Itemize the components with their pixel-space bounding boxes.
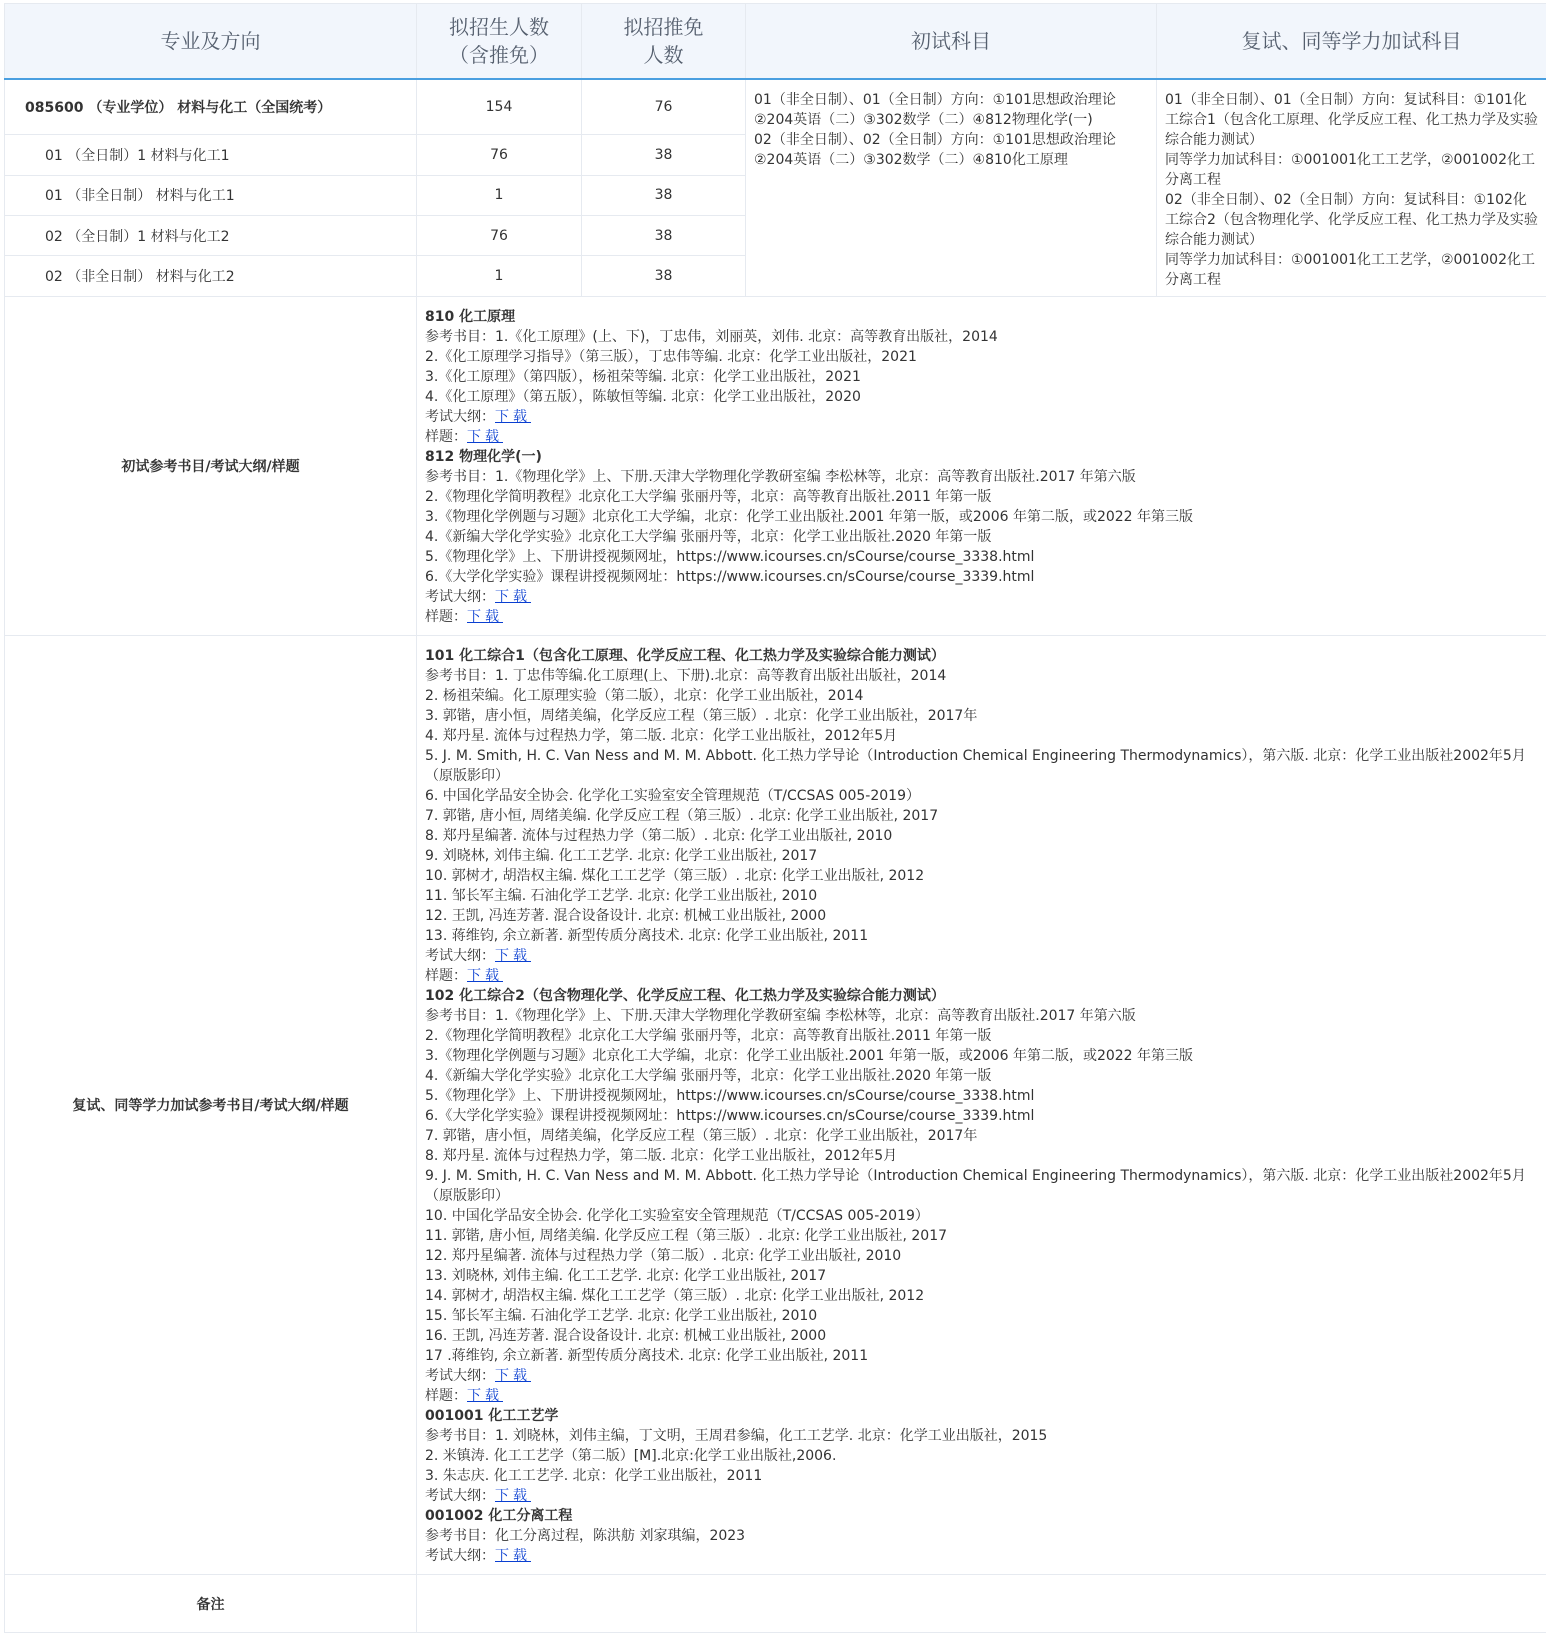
ref-book-line: 6.《大学化学实验》课程讲授视频网址：https://www.icourses.cn/sCourse/course_3339.html <box>425 1108 1035 1124</box>
ref-book-line: 参考书目：1. 丁忠伟等编.化工原理(上、下册).北京：高等教育出版社出版社，2014 <box>425 668 947 684</box>
header-program: 专业及方向 <box>5 4 417 80</box>
ref-book-line: 11. 郭锴, 唐小恒, 周绪美编. 化学反应工程（第三版）. 北京: 化学工业出版社, 2017 <box>425 1228 948 1244</box>
download-link[interactable]: 下载 <box>467 609 503 625</box>
ref-book-line: 13. 刘晓林, 刘伟主编. 化工工艺学. 北京: 化学工业出版社, 2017 <box>425 1268 827 1284</box>
direction-exempt: 38 <box>582 216 746 256</box>
retest-ref-row <box>5 636 1546 1575</box>
initial-subject-line: 01（非全日制）、01（全日制）方向：①101思想政治理论②204英语（二）③302数学（二）④812物理化学(一) <box>754 92 1116 128</box>
retest-subject-line: 02（非全日制）、02（全日制）方向：复试科目：①102化工综合2（包含物理化学、化学反应工程、化工热力学及实验综合能力测试） <box>1165 192 1538 248</box>
download-link[interactable]: 下载 <box>495 1548 531 1564</box>
header-exempt-line2: 人数 <box>643 43 684 67</box>
ref-book-line: 3.《物理化学例题与习题》北京化工大学编，北京：化学工业出版社.2001 年第一版，或2006 年第二版，或2022 年第三版 <box>425 1048 1194 1064</box>
program-row <box>5 79 1546 135</box>
initial-subject-line: 02（非全日制）、02（全日制）方向：①101思想政治理论②204英语（二）③302数学（二）④810化工原理 <box>754 132 1116 168</box>
ref-book-line: 10. 郭树才, 胡浩权主编. 煤化工工艺学（第三版）. 北京: 化学工业出版社, 2012 <box>425 868 925 884</box>
ref-subject-heading: 810 化工原理 <box>425 309 516 325</box>
ref-download-line <box>425 966 1538 986</box>
ref-book-line: 4.《新编大学化学实验》北京化工大学编 张丽丹等，北京：化学工业出版社.2020 年第一版 <box>425 529 992 545</box>
download-link[interactable]: 下载 <box>495 948 531 964</box>
header-retest-subjects: 复试、同等学力加试科目 <box>1157 4 1546 80</box>
direction-enroll: 1 <box>417 175 582 215</box>
ref-subject-heading: 001002 化工分离工程 <box>425 1508 573 1524</box>
download-link[interactable]: 下载 <box>467 1388 503 1404</box>
admissions-table <box>4 3 1546 1633</box>
download-link[interactable]: 下载 <box>495 589 531 605</box>
ref-book-line: 5.《物理化学》上、下册讲授视频网址，https://www.icourses.cn/sCourse/course_3338.html <box>425 549 1035 565</box>
download-link[interactable]: 下载 <box>495 1368 531 1384</box>
ref-book-line: 7. 郭锴, 唐小恒, 周绪美编. 化学反应工程（第三版）. 北京: 化学工业出版社, 2017 <box>425 808 939 824</box>
ref-download-line <box>425 427 1538 447</box>
ref-download-line <box>425 946 1538 966</box>
retest-subject-line: 01（非全日制）、01（全日制）方向：复试科目：①101化工综合1（包含化工原理、化学反应工程、化工热力学及实验综合能力测试） <box>1165 92 1538 148</box>
ref-book-line: 4.《化工原理》（第五版），陈敏恒等编. 北京：化学工业出版社，2020 <box>425 389 861 405</box>
ref-book-line: 3. 朱志庆. 化工工艺学. 北京：化学工业出版社，2011 <box>425 1468 763 1484</box>
table-header-row <box>5 4 1546 80</box>
ref-book-line: 11. 邹长军主编. 石油化学工艺学. 北京: 化学工业出版社, 2010 <box>425 888 818 904</box>
ref-book-line: 4. 郑丹星. 流体与过程热力学，第二版. 北京：化学工业出版社，2012年5月 <box>425 728 898 744</box>
ref-download-line <box>425 407 1538 427</box>
retest-ref-label: 复试、同等学力加试参考书目/考试大纲/样题 <box>5 636 417 1575</box>
ref-book-line: 12. 王凯, 冯连芳著. 混合设备设计. 北京: 机械工业出版社, 2000 <box>425 908 827 924</box>
ref-book-line: 参考书目：化工分离过程，陈洪舫 刘家琪编，2023 <box>425 1528 746 1544</box>
ref-book-line: 17 .蒋维钧, 余立新著. 新型传质分离技术. 北京: 化学工业出版社, 2011 <box>425 1348 869 1364</box>
direction-name: 02 （非全日制） 材料与化工2 <box>5 256 417 297</box>
ref-book-line: 6.《大学化学实验》课程讲授视频网址：https://www.icourses.cn/sCourse/course_3339.html <box>425 569 1035 585</box>
ref-download-line <box>425 587 1538 607</box>
header-exempt <box>582 4 746 80</box>
download-link[interactable]: 下载 <box>495 1488 531 1504</box>
ref-book-line: 9. 刘晓林, 刘伟主编. 化工工艺学. 北京: 化学工业出版社, 2017 <box>425 848 818 864</box>
ref-download-label: 考试大纲： <box>425 1368 495 1384</box>
ref-download-line <box>425 1386 1538 1406</box>
direction-exempt: 38 <box>582 175 746 215</box>
direction-name: 02 （全日制）1 材料与化工2 <box>5 216 417 256</box>
ref-book-line: 14. 郭树才, 胡浩权主编. 煤化工工艺学（第三版）. 北京: 化学工业出版社, 2012 <box>425 1288 925 1304</box>
download-link[interactable]: 下载 <box>495 409 531 425</box>
direction-exempt: 38 <box>582 135 746 175</box>
direction-exempt: 38 <box>582 256 746 297</box>
ref-download-label: 样题： <box>425 429 467 445</box>
ref-book-line: 参考书目：1.《物理化学》上、下册.天津大学物理化学教研室编 李松林等，北京：高等教育出版社.2017 年第六版 <box>425 1008 1136 1024</box>
ref-download-label: 考试大纲： <box>425 589 495 605</box>
ref-book-line: 参考书目：1. 刘晓林，刘伟主编，丁文明，王周君参编，化工工艺学. 北京：化学工业出版社，2015 <box>425 1428 1048 1444</box>
ref-book-line: 参考书目：1.《物理化学》上、下册.天津大学物理化学教研室编 李松林等，北京：高等教育出版社.2017 年第六版 <box>425 469 1136 485</box>
header-initial-subjects: 初试科目 <box>746 4 1157 80</box>
download-link[interactable]: 下载 <box>467 968 503 984</box>
retest-subject-line: 同等学力加试科目：①001001化工工艺学，②001002化工分离工程 <box>1165 252 1535 288</box>
ref-download-label: 考试大纲： <box>425 948 495 964</box>
ref-download-line <box>425 1366 1538 1386</box>
initial-ref-content <box>417 297 1546 636</box>
ref-book-line: 2.《物理化学简明教程》北京化工大学编 张丽丹等，北京：高等教育出版社.2011 年第一版 <box>425 489 992 505</box>
header-exempt-line1: 拟招推免 <box>623 15 704 39</box>
ref-book-line: 4.《新编大学化学实验》北京化工大学编 张丽丹等，北京：化学工业出版社.2020 年第一版 <box>425 1068 992 1084</box>
ref-book-line: 2. 米镇涛. 化工工艺学（第二版）[M].北京:化学工业出版社,2006. <box>425 1448 837 1464</box>
direction-enroll: 76 <box>417 135 582 175</box>
ref-book-line: 8. 郑丹星. 流体与过程热力学，第二版. 北京：化学工业出版社，2012年5月 <box>425 1148 898 1164</box>
ref-subject-heading: 101 化工综合1（包含化工原理、化学反应工程、化工热力学及实验综合能力测试） <box>425 648 945 664</box>
ref-book-line: 3. 郭锴，唐小恒，周绪美编，化学反应工程（第三版）. 北京：化学工业出版社，2017年 <box>425 708 978 724</box>
ref-book-line: 8. 郑丹星编著. 流体与过程热力学（第二版）. 北京: 化学工业出版社, 2010 <box>425 828 893 844</box>
ref-download-label: 样题： <box>425 1388 467 1404</box>
program-exempt: 76 <box>582 79 746 135</box>
ref-download-line <box>425 1546 1538 1566</box>
ref-book-line: 参考书目：1.《化工原理》(上、下)，丁忠伟，刘丽英，刘伟. 北京：高等教育出版社，2014 <box>425 329 998 345</box>
ref-download-label: 样题： <box>425 609 467 625</box>
ref-subject-heading: 812 物理化学(一) <box>425 449 542 465</box>
ref-book-line: 2.《化工原理学习指导》（第三版），丁忠伟等编. 北京：化学工业出版社，2021 <box>425 349 917 365</box>
direction-name: 01 （非全日制） 材料与化工1 <box>5 175 417 215</box>
ref-book-line: 10. 中国化学品安全协会. 化学化工实验室安全管理规范（T/CCSAS 005-2019） <box>425 1208 929 1224</box>
ref-book-line: 2. 杨祖荣编。化工原理实验（第二版），北京：化学工业出版社，2014 <box>425 688 864 704</box>
ref-download-label: 考试大纲： <box>425 409 495 425</box>
ref-book-line: 16. 王凯, 冯连芳著. 混合设备设计. 北京: 机械工业出版社, 2000 <box>425 1328 827 1344</box>
ref-book-line: 3.《化工原理》（第四版），杨祖荣等编. 北京：化学工业出版社，2021 <box>425 369 861 385</box>
header-enroll <box>417 4 582 80</box>
retest-subjects-cell <box>1157 79 1546 297</box>
ref-book-line: 15. 邹长军主编. 石油化学工艺学. 北京: 化学工业出版社, 2010 <box>425 1308 818 1324</box>
ref-book-line: 12. 郑丹星编著. 流体与过程热力学（第二版）. 北京: 化学工业出版社, 2010 <box>425 1248 902 1264</box>
remarks-value <box>417 1575 1546 1633</box>
ref-book-line: 5. J. M. Smith, H. C. Van Ness and M. M. Abbott. 化工热力学导论（Introduction Chemical Engineering Thermodynamics），第六版. 北京：化学工业出版社2002年5月（原版影印） <box>425 748 1526 784</box>
ref-download-label: 考试大纲： <box>425 1548 495 1564</box>
ref-book-line: 9. J. M. Smith, H. C. Van Ness and M. M. Abbott. 化工热力学导论（Introduction Chemical Engineering Thermodynamics），第六版. 北京：化学工业出版社2002年5月（原版影印） <box>425 1168 1526 1204</box>
ref-download-label: 样题： <box>425 968 467 984</box>
direction-name: 01 （全日制）1 材料与化工1 <box>5 135 417 175</box>
ref-download-line <box>425 1486 1538 1506</box>
ref-book-line: 13. 蒋维钧, 余立新著. 新型传质分离技术. 北京: 化学工业出版社, 2011 <box>425 928 869 944</box>
retest-subject-line: 同等学力加试科目：①001001化工工艺学，②001002化工分离工程 <box>1165 152 1535 188</box>
header-enroll-line1: 拟招生人数 <box>449 15 549 39</box>
ref-book-line: 7. 郭锴，唐小恒，周绪美编，化学反应工程（第三版）. 北京：化学工业出版社，2017年 <box>425 1128 978 1144</box>
initial-subjects-cell <box>746 79 1157 297</box>
ref-download-line <box>425 607 1538 627</box>
initial-ref-row <box>5 297 1546 636</box>
ref-download-label: 考试大纲： <box>425 1488 495 1504</box>
ref-book-line: 3.《物理化学例题与习题》北京化工大学编，北京：化学工业出版社.2001 年第一版，或2006 年第二版，或2022 年第三版 <box>425 509 1194 525</box>
ref-book-line: 6. 中国化学品安全协会. 化学化工实验室安全管理规范（T/CCSAS 005-2019） <box>425 788 920 804</box>
download-link[interactable]: 下载 <box>467 429 503 445</box>
remarks-label: 备注 <box>5 1575 417 1633</box>
program-name: 085600 （专业学位） 材料与化工（全国统考） <box>5 79 417 135</box>
retest-ref-content <box>417 636 1546 1575</box>
header-enroll-line2: （含推免） <box>449 43 549 67</box>
ref-subject-heading: 001001 化工工艺学 <box>425 1408 559 1424</box>
ref-book-line: 2.《物理化学简明教程》北京化工大学编 张丽丹等，北京：高等教育出版社.2011 年第一版 <box>425 1028 992 1044</box>
direction-enroll: 76 <box>417 216 582 256</box>
initial-ref-label: 初试参考书目/考试大纲/样题 <box>5 297 417 636</box>
remarks-row <box>5 1575 1546 1633</box>
ref-subject-heading: 102 化工综合2（包含物理化学、化学反应工程、化工热力学及实验综合能力测试） <box>425 988 945 1004</box>
program-enroll: 154 <box>417 79 582 135</box>
ref-book-line: 5.《物理化学》上、下册讲授视频网址，https://www.icourses.cn/sCourse/course_3338.html <box>425 1088 1035 1104</box>
direction-enroll: 1 <box>417 256 582 297</box>
